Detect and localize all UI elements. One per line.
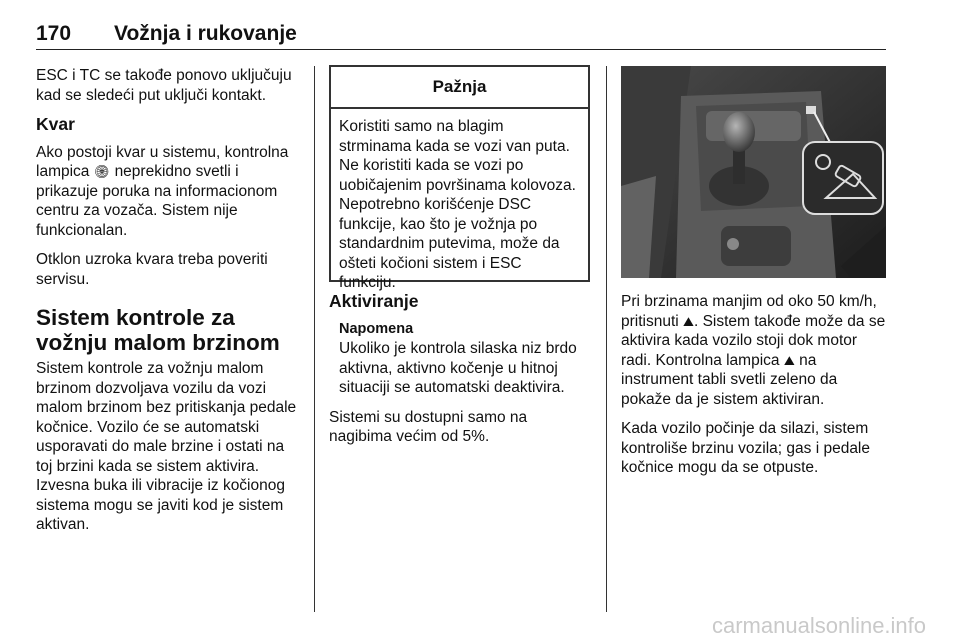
section-heading: Sistem kontrole za vožnju malom brzinom	[36, 305, 280, 355]
chapter-title: Vožnja i rukovanje	[114, 22, 297, 45]
descent-paragraph: Kada vozilo počinje da silazi, sistem kontroliše brzinu vozila; gas i pedale kočnice mogu da se otpuste.	[621, 420, 870, 476]
esc-warning-icon: 🛞︎	[93, 164, 111, 179]
fault-paragraph-2: Otklon uzroka kvara treba poveriti servisu.	[36, 251, 268, 288]
column-1	[36, 66, 304, 545]
page-number: 170	[36, 22, 72, 45]
fault-heading: Kvar	[36, 114, 75, 134]
intro-paragraph: ESC i TC se takođe ponovo uključuju kad se sledeći put uključi kontakt.	[36, 67, 292, 104]
header-rule	[36, 49, 886, 50]
caution-box	[329, 65, 590, 291]
activation-instructions: Pri brzinama manjim od oko 50 km/h, pritisnuti ⛰︎. Sistem takođe može da se aktivira kada vozilo stoji dok motor radi. Kontrolna lampica ⛰︎ na instrument tabli svetli zeleno da pokaže da je sistem aktiviran.	[621, 293, 886, 408]
note-title: Napomena	[339, 320, 414, 337]
column-3-text	[621, 292, 889, 488]
watermark: carmanualsonline.info	[712, 613, 927, 638]
column-divider-1	[314, 66, 315, 612]
console-illustration	[621, 66, 886, 278]
column-2-text	[329, 292, 593, 457]
caution-text: Koristiti samo na blagim strminama kada se vozi van puta. Ne koristiti kada se vozi po uobičajenim površinama kolovoza. Nepotrebno korišćenje DSC funkcije, kao što je vožnja po standardnim putevima, može da ošteti kočioni sistem i ESC funkciju.	[339, 118, 576, 291]
activation-heading: Aktiviranje	[329, 291, 419, 311]
column-divider-2	[606, 66, 607, 612]
section-paragraph: Sistem kontrole za vožnju malom brzinom dozvoljava vozilu da vozi malom brzinom bez pritiskanja pedale kočnice. Vozilo će se automatski usporavati do male brzine i ostati na toj brzini kada se sistem aktivira. Izvesna buka ili vibracije iz kočionog sistema mogu se javiti kod je sistem aktivan.	[36, 360, 297, 533]
activation-paragraph: Sistemi su dostupni samo na nagibima većim od 5%.	[329, 408, 528, 445]
note-block	[329, 320, 593, 398]
hill-descent-icon: ⛰︎	[683, 313, 694, 329]
caution-title: Pažnja	[331, 67, 588, 109]
note-text: Ukoliko je kontrola silaska niz brdo aktivna, aktivno kočenje u hitnoj situaciji se automatski deaktivira.	[339, 340, 577, 396]
fault-paragraph-1: Ako postoji kvar u sistemu, kontrolna lampica 🛞︎ neprekidno svetli i prikazuje poruka na informacionom centru za vozača. Sistem nije funkcionalan.	[36, 143, 289, 239]
page-header	[36, 22, 297, 46]
hill-descent-indicator-icon: ⛰︎	[783, 352, 795, 368]
console-photo	[621, 66, 886, 278]
